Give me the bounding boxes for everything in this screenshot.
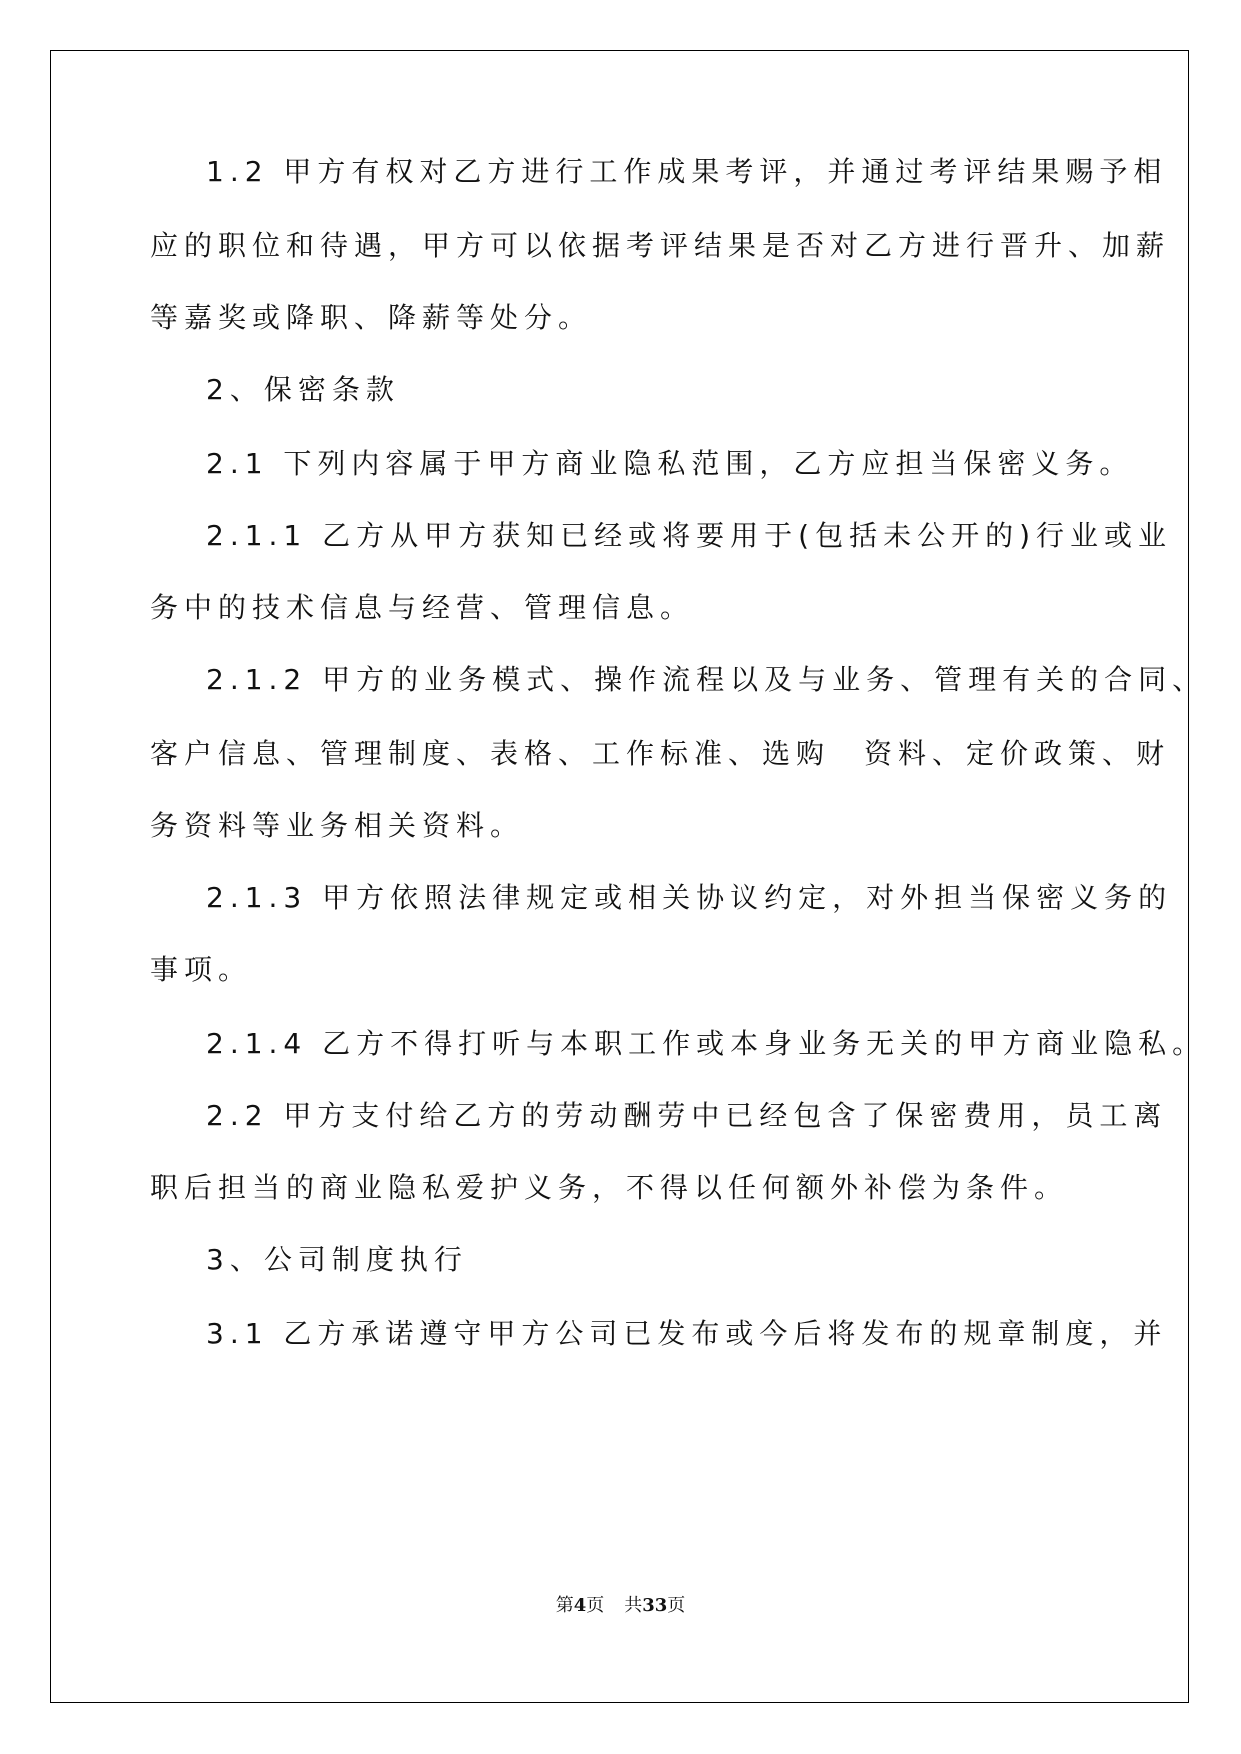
paragraph-line: 务资料等业务相关资料。 <box>150 809 525 842</box>
paragraph-line: 务中的技术信息与经营、管理信息。 <box>150 591 695 624</box>
paragraph-line: 2.1.3 甲方依照法律规定或相关协议约定，对外担当保密义务的 <box>206 881 1173 914</box>
paragraph-line: 2.1 下列内容属于甲方商业隐私范围，乙方应担当保密义务。 <box>206 447 1134 480</box>
paragraph-line: 2.1.1 乙方从甲方获知已经或将要用于(包括未公开的)行业或业 <box>206 519 1172 552</box>
total-prefix: 共 <box>624 1595 643 1616</box>
paragraph-line: 2.1.4 乙方不得打听与本职工作或本身业务无关的甲方商业隐私。 <box>206 1027 1207 1060</box>
paragraph-line: 2.2 甲方支付给乙方的劳动酬劳中已经包含了保密费用，员工离 <box>206 1099 1168 1132</box>
paragraph-line: 等嘉奖或降职、降薪等处分。 <box>150 301 593 334</box>
paragraph-line: 3.1 乙方承诺遵守甲方公司已发布或今后将发布的规章制度，并 <box>206 1317 1168 1350</box>
section-heading: 2、保密条款 <box>206 373 400 406</box>
paragraph-line: 职后担当的商业隐私爱护义务，不得以任何额外补偿为条件。 <box>150 1171 1069 1204</box>
paragraph-line: 2.1.2 甲方的业务模式、操作流程以及与业务、管理有关的合同、 <box>206 663 1207 696</box>
paragraph-line: 客户信息、管理制度、表格、工作标准、选购 资料、定价政策、财 <box>150 737 1171 770</box>
page-prefix: 第 <box>555 1595 574 1616</box>
total-pages: 33 <box>642 1595 668 1616</box>
section-heading: 3、公司制度执行 <box>206 1243 468 1276</box>
page-footer <box>0 1594 1241 1618</box>
page-number: 4 <box>573 1595 587 1616</box>
paragraph-line: 应的职位和待遇，甲方可以依据考评结果是否对乙方进行晋升、加薪 <box>150 229 1171 262</box>
paragraph-line: 事项。 <box>150 953 253 986</box>
page-suffix: 页 <box>586 1595 605 1616</box>
total-suffix: 页 <box>667 1595 686 1616</box>
paragraph-line: 1.2 甲方有权对乙方进行工作成果考评，并通过考评结果赐予相 <box>206 155 1168 188</box>
